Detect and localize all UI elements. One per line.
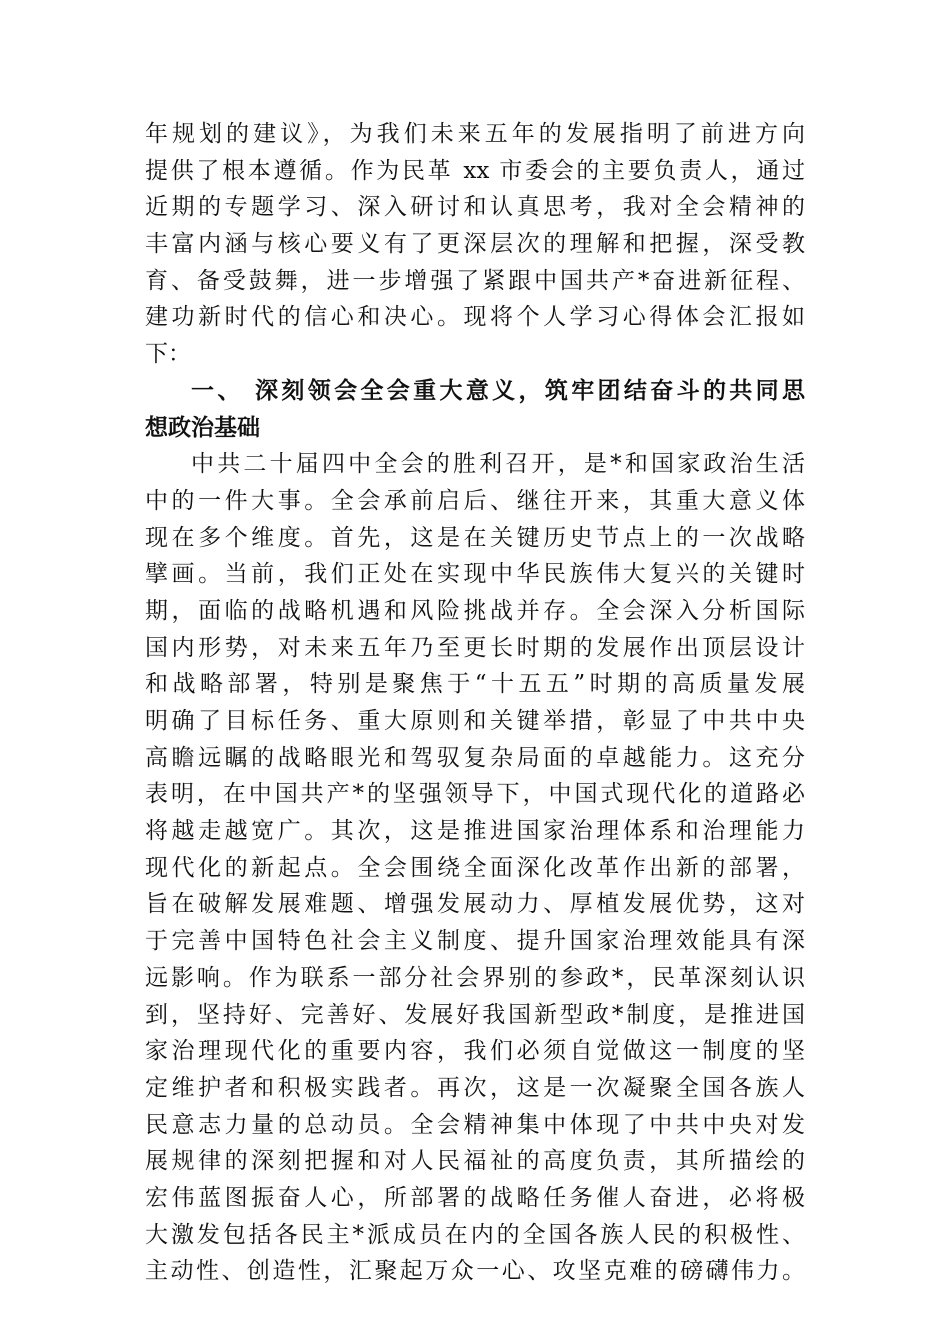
text-line: 育、备受鼓舞，进一步增强了紧跟中国共产*奋进新征程、 (145, 267, 805, 294)
section-heading (145, 373, 805, 446)
text-line: 擘画。当前，我们正处在实现中华民族伟大复兴的关键时 (145, 561, 805, 588)
text-line: 定维护者和积极实践者。再次，这是一次凝聚全国各族人 (145, 1074, 805, 1101)
text-line: 国内形势，对未来五年乃至更长时期的发展作出顶层设计 (145, 634, 805, 661)
text-line: 丰富内涵与核心要义有了更深层次的理解和把握，深受教 (145, 231, 805, 258)
text-line: 主动性、创造性，汇聚起万众一心、攻坚克难的磅礴伟力。 (145, 1258, 805, 1285)
text-line: 大激发包括各民主*派成员在内的全国各族人民的积极性、 (145, 1221, 805, 1248)
text-line: 现在多个维度。首先，这是在关键历史节点上的一次战略 (145, 524, 805, 551)
text-line: 宏伟蓝图振奋人心，所部署的战略任务催人奋进，必将极 (145, 1184, 805, 1211)
text-line: 年规划的建议》，为我们未来五年的发展指明了前进方向 (145, 121, 805, 147)
text-line: 下： (145, 341, 191, 368)
text-line: 中共二十届四中全会的胜利召开，是*和国家政治生活 (191, 451, 805, 478)
text-line: 中的一件大事。全会承前启后、继往开来，其重大意义体 (145, 487, 805, 514)
section-paragraph (145, 446, 805, 1290)
text-line: 建功新时代的信心和决心。现将个人学习心得体会汇报如 (145, 304, 805, 331)
text-line: 期，面临的战略机遇和风险挑战并存。全会深入分析国际 (145, 597, 805, 624)
text-line: 旨在破解发展难题、增强发展动力、厚植发展优势，这对 (145, 891, 805, 918)
text-line: 高瞻远瞩的战略眼光和驾驭复杂局面的卓越能力。这充分 (145, 744, 805, 771)
text-line: 家治理现代化的重要内容，我们必须自觉做这一制度的坚 (145, 1038, 805, 1065)
text-line: 到，坚持好、完善好、发展好我国新型政*制度，是推进国 (145, 1001, 805, 1028)
text-line: 将越走越宽广。其次，这是推进国家治理体系和治理能力 (145, 818, 805, 845)
text-line: 现代化的新起点。全会围绕全面深化改革作出新的部署， (145, 854, 805, 881)
text-line: 和战略部署，特别是聚焦于“十五五”时期的高质量发展 (145, 671, 805, 698)
text-line: 表明，在中国共产*的坚强领导下，中国式现代化的道路必 (145, 781, 805, 808)
intro-paragraph (145, 116, 805, 373)
text-line: 明确了目标任务、重大原则和关键举措，彰显了中共中央 (145, 708, 805, 734)
text-line: 民意志力量的总动员。全会精神集中体现了中共中央对发 (145, 1111, 805, 1138)
text-line: 于完善中国特色社会主义制度、提升国家治理效能具有深 (145, 928, 805, 955)
text-line: 提供了根本遵循。作为民革 xx 市委会的主要负责人，通过 (145, 157, 805, 184)
text-line: 展规律的深刻把握和对人民福祉的高度负责，其所描绘的 (145, 1148, 805, 1175)
text-line: 近期的专题学习、深入研讨和认真思考，我对全会精神的 (145, 194, 805, 221)
heading-line: 一、 深刻领会全会重大意义，筑牢团结奋斗的共同思 (191, 377, 805, 404)
document-body (145, 116, 805, 1290)
heading-line: 想政治基础 (145, 414, 260, 441)
text-line: 远影响。作为联系一部分社会界别的参政*，民革深刻认识 (145, 964, 805, 991)
